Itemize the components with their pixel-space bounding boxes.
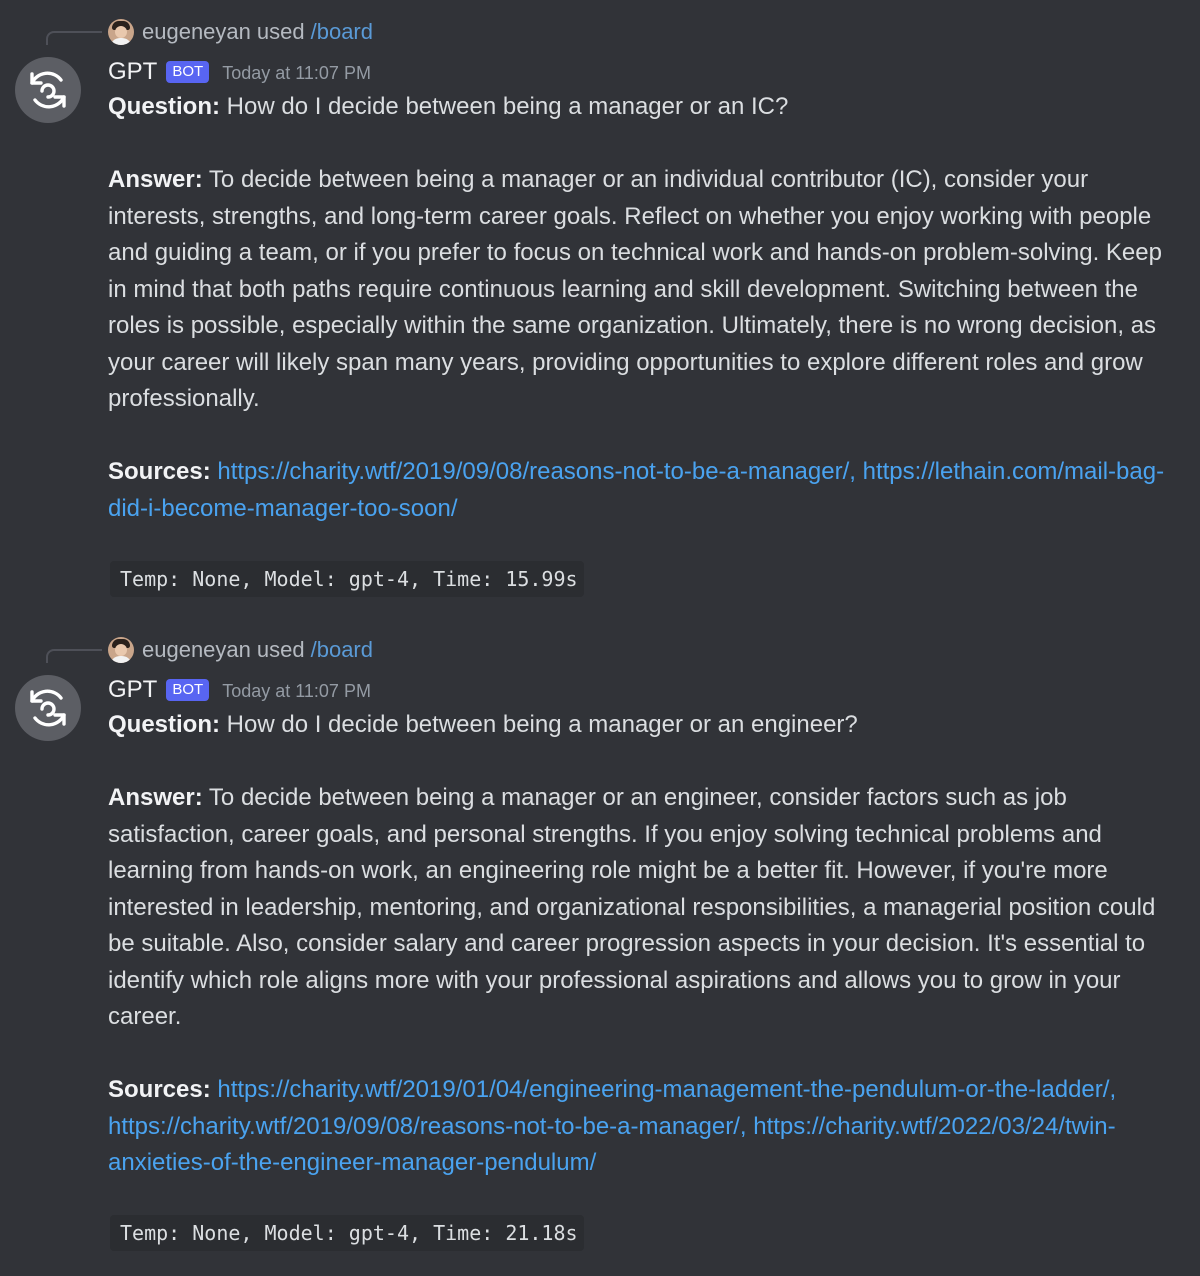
timestamp[interactable]: Today at 11:07 PM <box>222 681 371 701</box>
reply-user-avatar[interactable] <box>108 19 134 45</box>
reply-spine <box>46 31 102 45</box>
source-link[interactable]: https://charity.wtf/2022/03/24/twin-anxieties-of-the-engineer-manager-pendulum/ <box>108 1112 1116 1176</box>
answer-paragraph <box>108 162 1168 418</box>
message-content <box>108 89 1168 597</box>
reply-context[interactable] <box>108 635 373 665</box>
message-header <box>108 56 371 88</box>
question-label: Question: <box>108 93 220 120</box>
question-line <box>108 89 1168 126</box>
answer-text: To decide between being a manager or an engineer, consider factors such as job satisfaction, career goals, and personal strengths. If you enjoy solving technical problems and learning from hands-on work, an engineering role might be a better fit. However, if you're more interested in leadership, mentoring, and organizational responsibilities, a managerial position could be suitable. Also, consider salary and career progression aspects in your decision. It's essential to identify which role aligns more with your professional aspirations and allows you to grow in your career. <box>108 784 1156 1030</box>
source-link[interactable]: https://charity.wtf/2019/09/08/reasons-not-to-be-a-manager/, <box>108 1112 747 1140</box>
bot-avatar[interactable] <box>15 675 81 741</box>
author-name[interactable]: GPT <box>108 58 158 85</box>
source-link[interactable]: https://lethain.com/mail-bag-did-i-become-manager-too-soon/ <box>108 458 1165 522</box>
question-label: Question: <box>108 711 220 738</box>
question-text: How do I decide between being a manager or an IC? <box>226 93 789 120</box>
reply-action: used <box>256 19 305 44</box>
author-name[interactable]: GPT <box>108 676 158 703</box>
refresh-cycle-icon <box>15 57 81 123</box>
message-header <box>108 674 371 706</box>
bot-badge: BOT <box>166 679 209 701</box>
answer-paragraph <box>108 780 1168 1036</box>
answer-text: To decide between being a manager or an individual contributor (IC), consider your interests, strengths, and long-term career goals. Reflect on whether you enjoy working with people and guiding a team, or if you prefer to focus on technical work and hands-on problem-solving. Keep in mind that both paths require continuous learning and skill development. Switching between the roles is possible, especially within the same organization. Ultimately, there is no wrong decision, as your career will likely span many years, providing opportunities to explore different roles and grow professionally. <box>108 166 1162 412</box>
reply-context[interactable] <box>108 17 373 47</box>
question-line <box>108 707 1168 744</box>
reply-username[interactable]: eugeneyan <box>142 19 251 44</box>
meta-code-block: Temp: None, Model: gpt-4, Time: 21.18s <box>110 1215 584 1251</box>
answer-label: Answer: <box>108 784 203 811</box>
answer-label: Answer: <box>108 166 203 193</box>
sources-label: Sources: <box>108 458 211 485</box>
sources-line <box>108 1072 1168 1182</box>
question-text: How do I decide between being a manager or an engineer? <box>226 711 858 738</box>
bot-avatar[interactable] <box>15 57 81 123</box>
refresh-cycle-icon <box>15 675 81 741</box>
timestamp[interactable]: Today at 11:07 PM <box>222 63 371 83</box>
source-link[interactable]: https://charity.wtf/2019/01/04/engineering-management-the-pendulum-or-the-ladder/, <box>217 1076 1117 1103</box>
reply-command[interactable]: /board <box>310 637 373 662</box>
reply-command[interactable]: /board <box>310 19 373 44</box>
reply-spine <box>46 649 102 663</box>
reply-user-avatar[interactable] <box>108 637 134 663</box>
sources-line <box>108 454 1168 527</box>
reply-action: used <box>256 637 305 662</box>
message-content <box>108 707 1168 1252</box>
sources-label: Sources: <box>108 1076 211 1103</box>
reply-username[interactable]: eugeneyan <box>142 637 251 662</box>
meta-code-block: Temp: None, Model: gpt-4, Time: 15.99s <box>110 561 584 597</box>
source-link[interactable]: https://charity.wtf/2019/09/08/reasons-not-to-be-a-manager/, <box>217 458 856 485</box>
bot-badge: BOT <box>166 61 209 83</box>
